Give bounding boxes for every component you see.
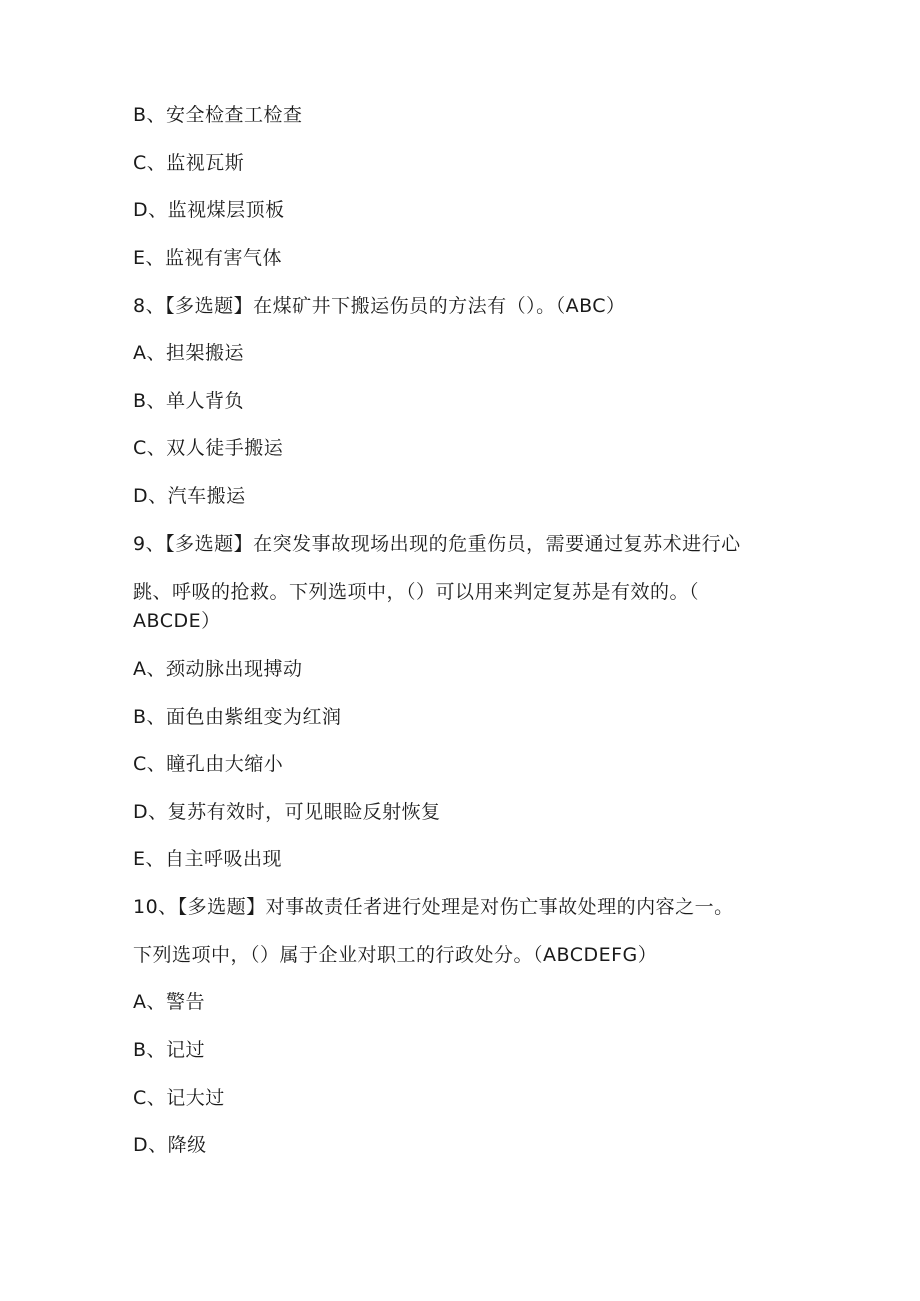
q10-option-b: B、记过 xyxy=(133,1039,206,1061)
q10-stem-line2: 下列选项中，（）属于企业对职工的行政处分。（ABCDEFG） xyxy=(133,944,658,966)
q10-option-c: C、记大过 xyxy=(133,1087,225,1109)
q9-option-d: D、复苏有效时，可见眼睑反射恢复 xyxy=(133,801,441,823)
q7-option-e: E、监视有害气体 xyxy=(133,247,283,269)
q9-stem-line2: 跳、呼吸的抢救。下列选项中，（）可以用来判定复苏是有效的。（ xyxy=(133,581,700,603)
q10-option-d: D、降级 xyxy=(133,1134,207,1156)
q8-option-a: A、担架搬运 xyxy=(133,342,244,364)
q9-option-a: A、颈动脉出现搏动 xyxy=(133,658,303,680)
q8-option-c: C、双人徒手搬运 xyxy=(133,437,284,459)
q9-option-c: C、瞳孔由大缩小 xyxy=(133,753,284,775)
q7-option-c: C、监视瓦斯 xyxy=(133,152,245,174)
q10-option-a: A、警告 xyxy=(133,991,205,1013)
q8-option-b: B、单人背负 xyxy=(133,390,245,412)
q9-option-b: B、面色由紫组变为红润 xyxy=(133,706,342,728)
q9-stem-line3: ABCDE） xyxy=(133,610,221,632)
q9-stem-line1: 9、【多选题】在突发事故现场出现的危重伤员，需要通过复苏术进行心 xyxy=(133,533,741,555)
q7-option-d: D、监视煤层顶板 xyxy=(133,199,285,221)
q9-option-e: E、自主呼吸出现 xyxy=(133,848,283,870)
q8-option-d: D、汽车搬运 xyxy=(133,485,246,507)
q8-stem: 8、【多选题】在煤矿井下搬运伤员的方法有（）。（ABC） xyxy=(133,295,626,317)
q10-stem-line1: 10、【多选题】对事故责任者进行处理是对伤亡事故处理的内容之一。 xyxy=(133,896,734,918)
q7-option-b: B、安全检查工检查 xyxy=(133,104,303,126)
